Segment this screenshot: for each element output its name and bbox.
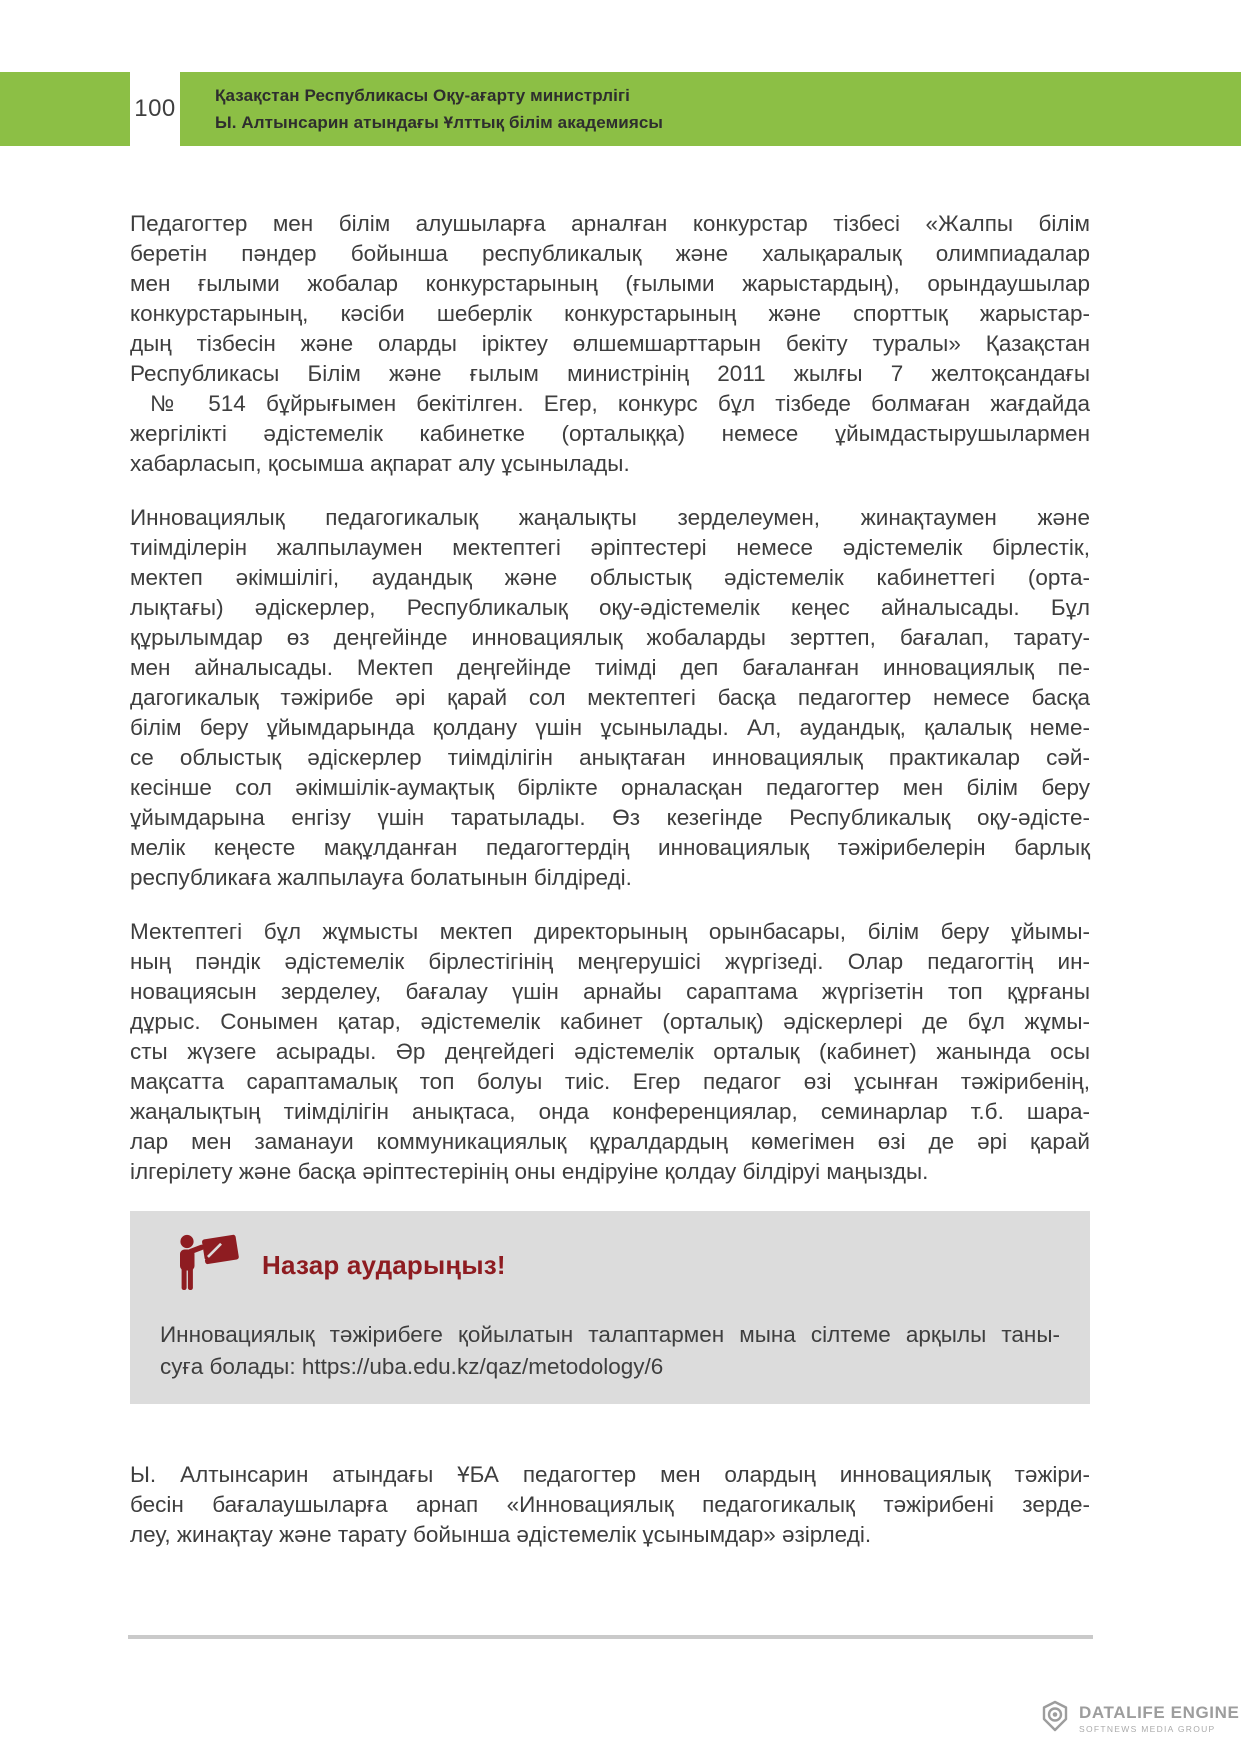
text-line: лықтағы) әдіскерлер, Республикалық оқу-әдістемелік кеңес айналысады. Бұл: [130, 595, 1090, 620]
text-line: Республикасы Білім және ғылым министрінің 2011 жылғы 7 желтоқсандағы: [130, 361, 1090, 386]
header-line-academy: Ы. Алтынсарин атындағы Ұлттық білім академиясы: [215, 113, 664, 132]
text-line: № 514 бұйрығымен бекітілген. Егер, конкурс бұл тізбеде болмаған жағдайда: [130, 391, 1090, 416]
text-line: Инновациялық педагогикалық жаңалықты зерделеумен, жинақтаумен және: [130, 505, 1090, 530]
text-line: мектеп әкімшілігі, аудандық және облыстық әдістемелік кабинеттегі (орта-: [130, 565, 1090, 590]
text-line: хабарласып, қосымша ақпарат алу ұсынылады.: [130, 451, 630, 476]
text-line: ның пәндік әдістемелік бірлестігінің меңгерушісі жүргізеді. Олар педагогтің ин-: [130, 949, 1090, 974]
text-line: беретін пәндер бойынша республикалық және халықаралық олимпиадалар: [130, 241, 1090, 266]
teacher-presentation-icon: [176, 1234, 240, 1297]
text-line: Инновациялық тәжірибеге қойылатын талаптармен мына сілтеме арқылы таны-: [160, 1322, 1060, 1347]
text-line: конкурстарының, кәсіби шеберлік конкурстарының және спорттық жарыстар-: [130, 301, 1090, 326]
page-content: [130, 209, 1090, 1550]
text-line: ұйымдарына енгізу үшін таратылады. Өз кезегінде Республикалық оқу-әдісте-: [130, 805, 1090, 830]
datalife-engine-logo: [1040, 1700, 1239, 1737]
paragraph-1: [130, 209, 1090, 479]
text-line: сты жүзеге асырады. Әр деңгейдегі әдістемелік орталық (кабинет) жанында осы: [130, 1039, 1090, 1064]
callout-header: [176, 1235, 1060, 1295]
footer-divider: [128, 1635, 1093, 1639]
text-line: Педагогтер мен білім алушыларға арналған конкурстар тізбесі «Жалпы білім: [130, 211, 1090, 236]
header-line-ministry: Қазақстан Республикасы Оқу-ағарту министрлігі: [215, 86, 630, 105]
text-line: кесінше сол әкімшілік-аумақтық бірлікте орналасқан педагогтер мен білім беру: [130, 775, 1090, 800]
text-line: мен ғылыми жобалар конкурстарының (ғылыми жарыстардың), орындаушылар: [130, 271, 1090, 296]
text-line: мелік кеңесте мақұлданған педагогтердің инновациялық тәжірибелерін барлық: [130, 835, 1090, 860]
text-line: тиімділерін жалпылаумен мектептегі әріптестері немесе әдістемелік бірлестік,: [130, 535, 1090, 560]
text-line: леу, жинақтау және тарату бойынша әдістемелік ұсынымдар» әзірледі.: [130, 1522, 872, 1547]
attention-callout: [130, 1211, 1090, 1404]
text-line: мен айналысады. Мектеп деңгейінде тиімді деп бағаланған инновациялық пе-: [130, 655, 1090, 680]
page-number-box: [130, 72, 180, 146]
text-line: құрылымдар өз деңгейінде инновациялық жобаларды зерттеп, бағалап, тарату-: [130, 625, 1090, 650]
text-line: лар мен заманауи коммуникациялық құралдардың көмегімен өзі де әрі қарай: [130, 1129, 1090, 1154]
text-line: Мектептегі бұл жұмысты мектеп директорының орынбасары, білім беру ұйымы-: [130, 919, 1090, 944]
text-line: республикаға жалпылауға болатынын білдіреді.: [130, 865, 632, 890]
text-line: білім беру ұйымдарында қолдану үшін ұсынылады. Ал, аудандық, қалалық неме-: [130, 715, 1090, 740]
text-line: суға болады: https://uba.edu.kz/qaz/metodology/6: [160, 1354, 664, 1379]
page-number: 100: [134, 95, 176, 122]
callout-text: [160, 1319, 1060, 1383]
text-line: ілгерілету және басқа әріптестерінің оны ендіруіне қолдау білдіруі маңызды.: [130, 1159, 929, 1184]
text-line: дұрыс. Сонымен қатар, әдістемелік кабинет (орталық) әдіскерлері де бұл жұмы-: [130, 1009, 1090, 1034]
logo-subtitle: SOFTNEWS MEDIA GROUP: [1079, 1723, 1216, 1734]
paragraph-3: [130, 917, 1090, 1187]
text-line: дың тізбесін және оларды іріктеу өлшемшарттарын бекіту туралы» Қазақстан: [130, 331, 1090, 356]
logo-title: DATALIFE ENGINE: [1079, 1702, 1240, 1722]
datalife-engine-icon: [1040, 1700, 1070, 1737]
header-text: [215, 82, 663, 136]
text-line: жергілікті әдістемелік кабинетке (орталыққа) немесе ұйымдастырушылармен: [130, 421, 1090, 446]
text-line: дагогикалық тәжірибе әрі қарай сол мектептегі басқа педагогтер немесе басқа: [130, 685, 1090, 710]
text-line: жаңалықтың тиімділігін анықтаса, онда конференциялар, семинарлар т.б. шара-: [130, 1099, 1090, 1124]
page-header-band: [0, 72, 1241, 146]
callout-title: Назар аударыңыз!: [262, 1249, 506, 1280]
paragraph-2: [130, 503, 1090, 893]
text-line: бесін бағалаушыларға арнап «Инновациялық педагогикалық тәжірибені зерде-: [130, 1492, 1090, 1517]
text-line: новациясын зерделеу, бағалау үшін арнайы сараптама жүргізетін топ құрғаны: [130, 979, 1090, 1004]
closing-paragraph: [130, 1460, 1090, 1550]
text-line: мақсатта сараптамалық топ болуы тиіс. Егер педагог өзі ұсынған тәжірибенің,: [130, 1069, 1090, 1094]
text-line: се облыстық әдіскерлер тиімділігін анықтаған инновациялық практикалар сәй-: [130, 745, 1090, 770]
text-line: Ы. Алтынсарин атындағы ҰБА педагогтер мен олардың инновациялық тәжіри-: [130, 1462, 1090, 1487]
logo-text: [1079, 1704, 1239, 1734]
